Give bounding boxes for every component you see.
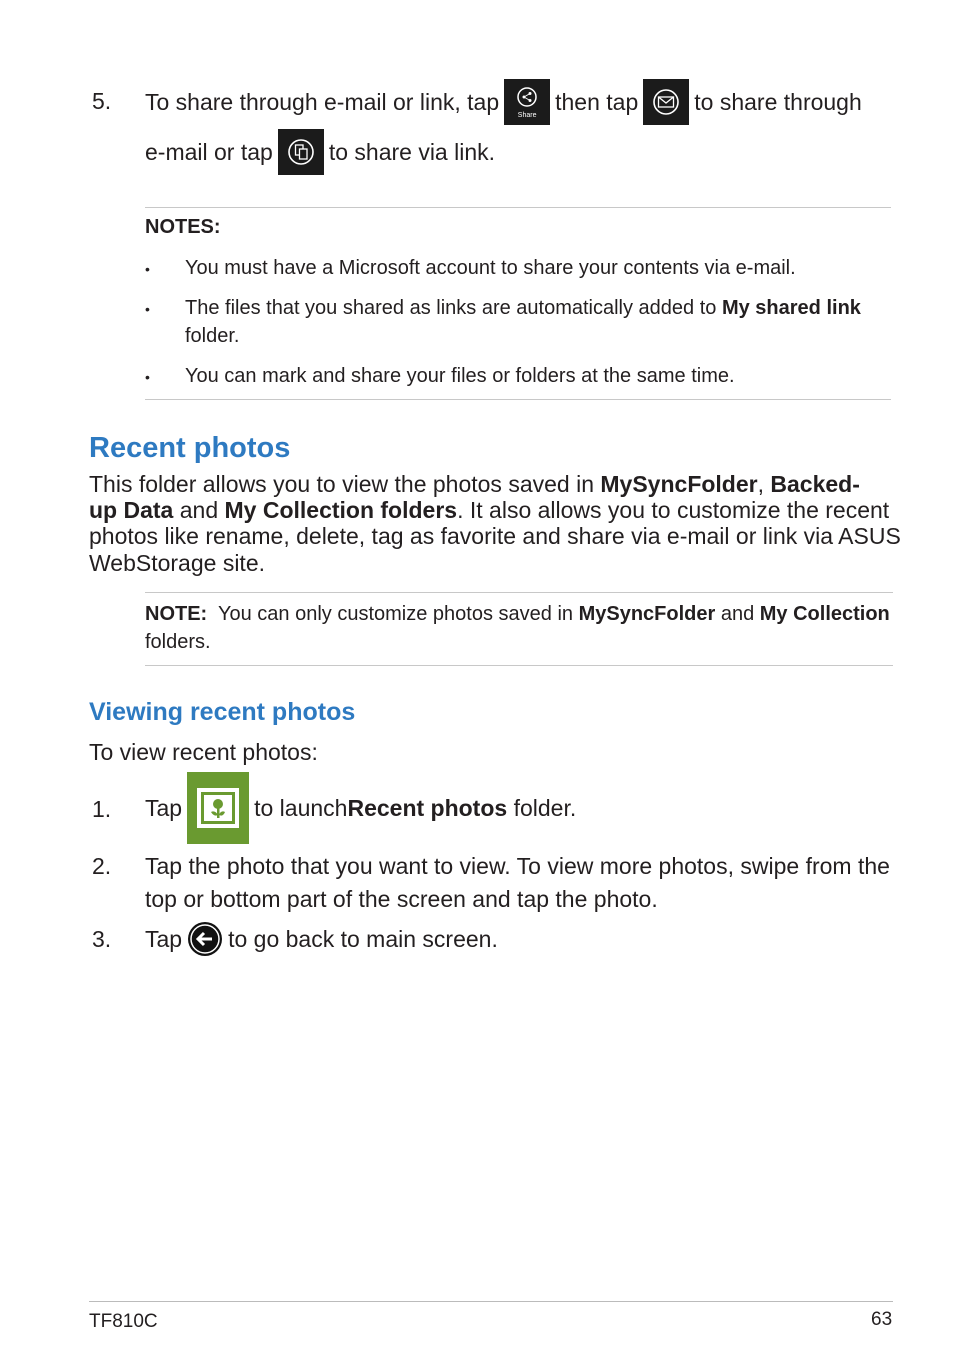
viewing-recent-photos-heading: Viewing recent photos — [89, 698, 356, 726]
notes-item-2-line-2: folder. — [185, 325, 240, 347]
step-5-text-d: e-mail or tap — [145, 139, 273, 165]
note-text-a: You can only customize photos saved in — [207, 603, 579, 625]
step-1-text-c: folder. — [507, 795, 577, 821]
notes-bullet-2: • — [145, 301, 150, 317]
and-text: and — [173, 497, 225, 523]
notes-item-2-text: The files that you shared as links are automatically added to — [185, 297, 722, 319]
email-icon[interactable] — [643, 79, 689, 125]
note-text-b: and — [715, 603, 760, 625]
step-5-line-2 — [145, 128, 495, 176]
step-3-text-b: to go back to main screen. — [228, 926, 498, 952]
note-top-rule — [145, 592, 893, 593]
step-1-tap: Tap — [145, 795, 183, 821]
notes-bullet-1: • — [145, 261, 150, 277]
note-label: NOTE: — [145, 603, 208, 625]
notes-bullet-3: • — [145, 369, 150, 385]
notes-item-1: You must have a Microsoft account to share your contents via e-mail. — [185, 257, 796, 279]
footer-model: TF810C — [89, 1311, 158, 1332]
step-5-line-1 — [145, 78, 862, 126]
recent-photos-text-2: . It also allows you to customize the recent — [457, 497, 890, 523]
share-icon-caption: Share — [517, 112, 537, 119]
recent-photos-heading: Recent photos — [89, 432, 291, 464]
note-line-2: folders. — [145, 631, 211, 653]
link-icon[interactable] — [278, 129, 324, 175]
notes-item-3: You can mark and share your files or folders at the same time. — [185, 365, 735, 387]
step-5-text-b: then tap — [555, 89, 639, 115]
note-bottom-rule — [145, 665, 893, 666]
share-icon[interactable] — [504, 79, 550, 125]
step-2-line-2: top or bottom part of the screen and tap the photo. — [145, 886, 658, 912]
viewing-intro: To view recent photos: — [89, 739, 318, 765]
my-collection-folders-label: My Collection folders — [224, 497, 458, 523]
mysyncfolder-label: MySyncFolder — [600, 471, 758, 497]
recent-photos-line-1 — [89, 471, 860, 498]
my-shared-link-label: My shared link — [721, 297, 861, 319]
step-2-number: 2. — [92, 853, 112, 879]
backed-up-label-a: Backed- — [770, 471, 860, 497]
step-3-number: 3. — [92, 926, 112, 952]
recent-photos-label: Recent photos — [347, 795, 508, 821]
comma: , — [757, 471, 771, 497]
note-my-collection: My Collection — [759, 603, 890, 625]
step-3-tap: Tap — [145, 926, 183, 952]
recent-photos-line-4: WebStorage site. — [89, 550, 266, 576]
note-mysyncfolder: MySyncFolder — [578, 603, 716, 625]
step-1-text-b: to launch — [254, 795, 348, 821]
notes-bottom-rule — [145, 399, 891, 400]
recent-photos-text: This folder allows you to view the photos saved in — [89, 471, 601, 497]
footer-rule — [89, 1301, 893, 1302]
recent-photos-tile-icon[interactable] — [187, 772, 249, 844]
recent-photos-line-2 — [89, 497, 889, 524]
step-3-line — [145, 918, 498, 960]
step-1-line — [145, 772, 576, 844]
notes-title: NOTES: — [145, 216, 221, 238]
recent-photos-line-3: photos like rename, delete, tag as favorite and share via e-mail or link via ASUS — [89, 523, 901, 549]
back-arrow-icon[interactable] — [187, 921, 223, 957]
step-5-text-a: To share through e-mail or link, tap — [145, 89, 500, 115]
step-5-number: 5. — [92, 88, 112, 114]
step-1-number: 1. — [92, 796, 112, 822]
step-5-text-e: to share via link. — [328, 139, 496, 165]
step-2-line-1: Tap the photo that you want to view. To view more photos, swipe from the — [145, 853, 890, 879]
notes-item-2-line-1 — [185, 294, 861, 322]
footer-page-number: 63 — [871, 1309, 893, 1330]
backed-up-label-b: up Data — [89, 497, 174, 523]
notes-top-rule — [145, 207, 891, 208]
note-line-1 — [145, 600, 890, 628]
step-5-text-c: to share through — [694, 89, 862, 115]
